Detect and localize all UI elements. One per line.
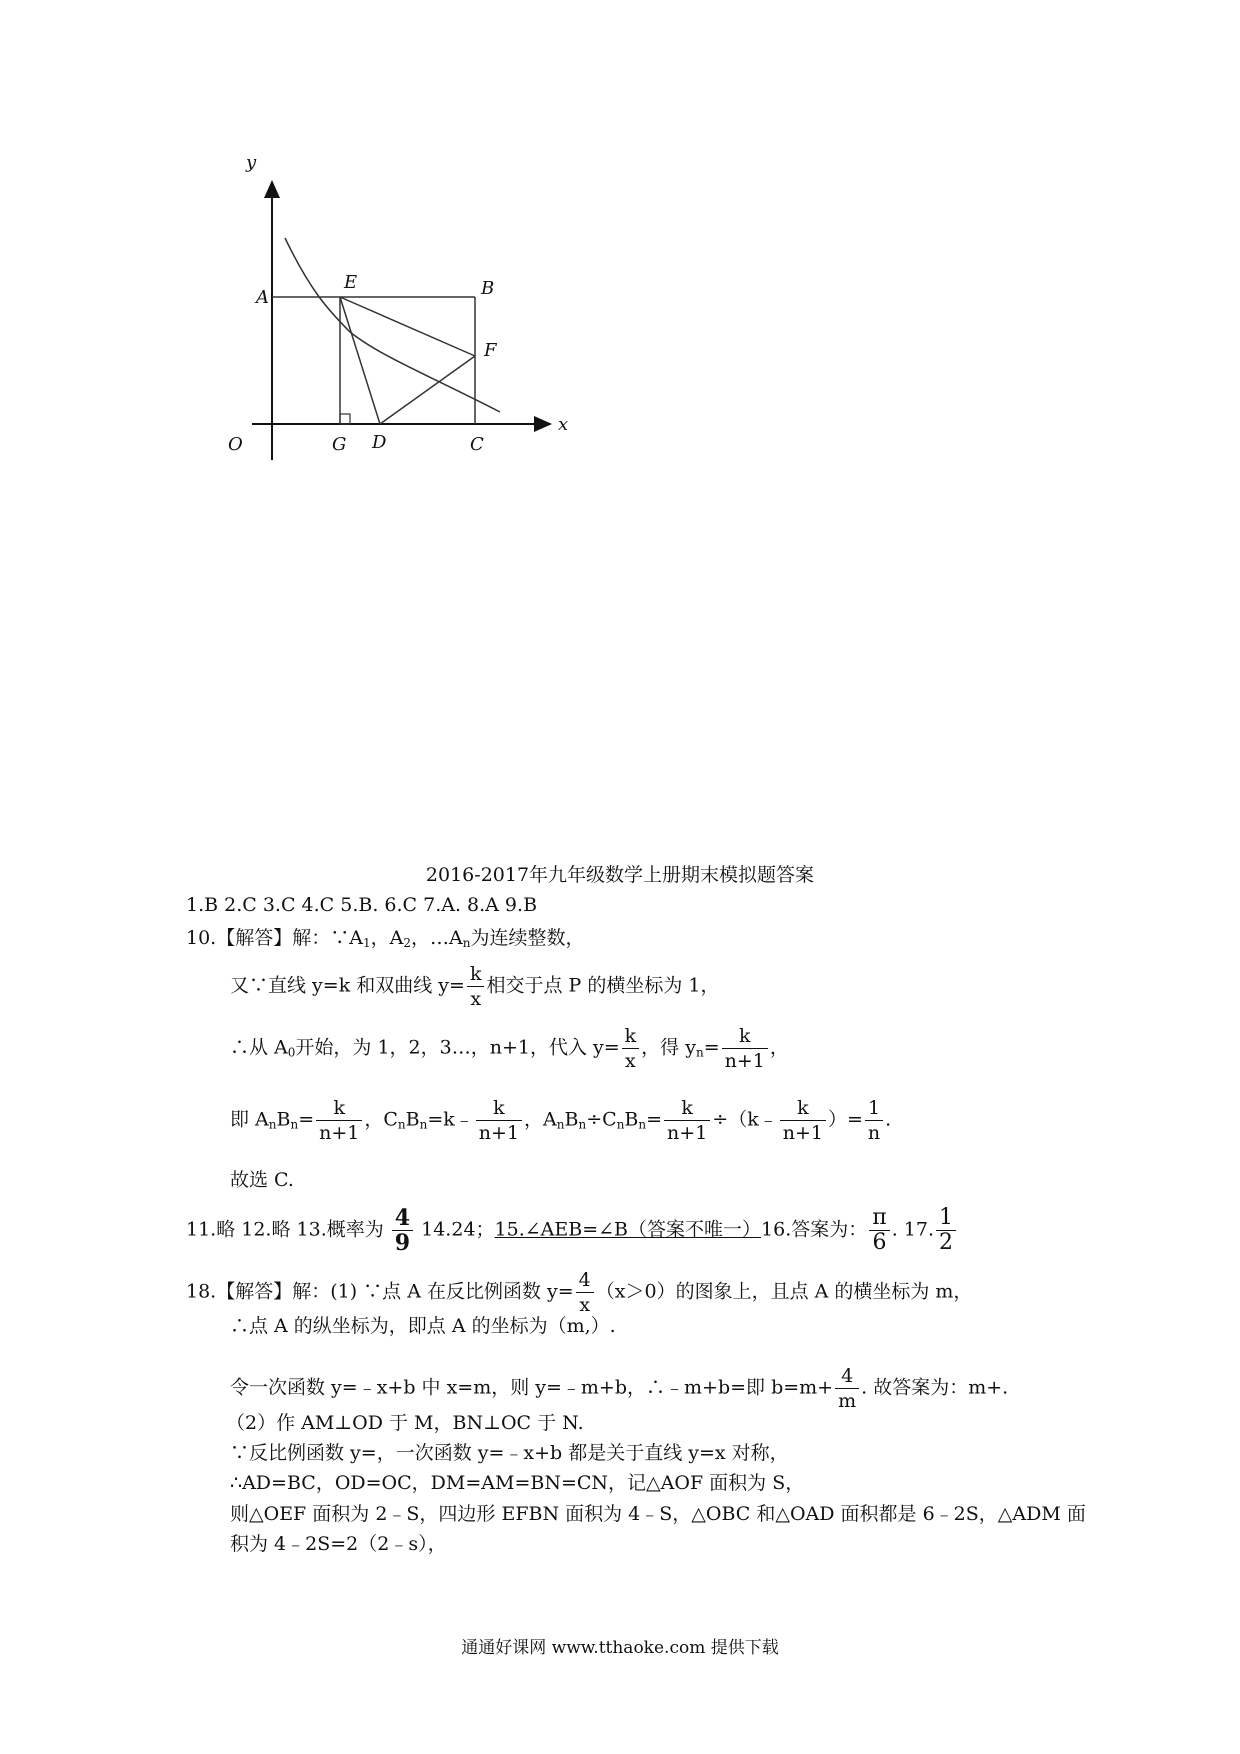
choice-answers: 1.B 2.C 3.C 4.C 5.B. 6.C 7.A. 8.A 9.B bbox=[186, 894, 538, 916]
segment-EF bbox=[340, 297, 475, 356]
q18-line4: （2）作 AM⊥OD 于 M，BN⊥OC 于 N. bbox=[226, 1412, 584, 1434]
label-C: C bbox=[470, 434, 484, 455]
q10-line2: 又∵直线 y=k 和双曲线 y= $\frac{k}{x}$ 相交于点 P 的横坐标为 1， bbox=[230, 963, 720, 1010]
fraction-k-over-x: $\frac{k}{x}$ bbox=[467, 962, 485, 1011]
segment-DF bbox=[380, 356, 475, 424]
q10-line3: ∴从 $A_0$开始，为 1，2，3…，n+1，代入 y= $\frac{k}{x}$ ，得 $y_n=$ $\frac{k}{n+1}$ ， bbox=[230, 1025, 789, 1072]
answer-title: 2016-2017年九年级数学上册期末模拟题答案 bbox=[425, 864, 815, 886]
label-D: D bbox=[372, 432, 387, 453]
q18-line1: 18.【解答】解：(1) ∵点 A 在反比例函数 y= $\frac{4}{x}$ （x＞0）的图象上，且点 A 的横坐标为 m， bbox=[186, 1269, 973, 1316]
label-B: B bbox=[481, 278, 495, 299]
label-E: E bbox=[344, 272, 358, 293]
q18-line3: 令一次函数 y=﹣x+b 中 x=m，则 y=﹣m+b，∴﹣m+b=即 b=m+ $\frac{4}{m}$ . 故答案为：m+. bbox=[230, 1365, 1009, 1412]
label-x: x bbox=[558, 414, 569, 435]
q18-line2: ∴点 A 的纵坐标为，即点 A 的坐标为（m,）. bbox=[230, 1315, 616, 1337]
q10-line4: 即 $A_nB_n=$ $\frac{k}{n+1}$ ，$C_nB_n=k﹣$ $\frac{k}{n+1}$ ，$A_nB_n\div C_nB_n=$ $\frac{k}{n+1}$ ÷（k﹣ $\frac{k}{n+1}$ ）= $\frac{1}{n}$ . bbox=[230, 1097, 892, 1144]
hyperbola-curve bbox=[285, 238, 500, 412]
fraction-4-9: $\frac{4}{9}$ bbox=[392, 1206, 413, 1255]
q18-line5: ∵反比例函数 y=，一次函数 y=﹣x+b 都是关于直线 y=x 对称， bbox=[230, 1442, 789, 1464]
q18-line7: 则△OEF 面积为 2﹣S，四边形 EFBN 面积为 4﹣S，△OBC 和△OAD 面积都是 6﹣2S，△ADM 面 bbox=[230, 1503, 1086, 1525]
label-F: F bbox=[484, 340, 497, 361]
fraction-1-2: $\frac{1}{2}$ bbox=[936, 1206, 956, 1255]
q18-line8: 积为 4﹣2S=2（2﹣s）， bbox=[230, 1533, 447, 1555]
geometry-figure bbox=[228, 152, 570, 470]
label-A: A bbox=[256, 287, 269, 308]
q10-line1: 10.【解答】解：$\because A_1$，$A_2$，$\dots A_n$为连续整数， bbox=[186, 927, 585, 950]
q10-line5: 故选 C. bbox=[230, 1169, 294, 1191]
label-O: O bbox=[228, 434, 243, 455]
right-angle-mark bbox=[340, 414, 350, 424]
label-y: y bbox=[246, 152, 257, 173]
page-footer: 通通好课网 www.tthaoke.com 提供下载 bbox=[461, 1638, 779, 1658]
fraction-pi-6: $\frac{\pi}{6}$ bbox=[869, 1206, 889, 1255]
label-G: G bbox=[332, 434, 347, 455]
q11-17-line: 11.略 12.略 13.概率为 $\frac{4}{9}$ 14.24；15.∠AEB=∠B（答案不唯一）16.答案为： $\frac{\pi}{6}$ . 17. $\frac{1}{2}$ bbox=[186, 1206, 958, 1255]
segment-ED bbox=[340, 297, 380, 424]
q18-line6: ∴AD=BC，OD=OC，DM=AM=BN=CN，记△AOF 面积为 S， bbox=[230, 1472, 805, 1494]
